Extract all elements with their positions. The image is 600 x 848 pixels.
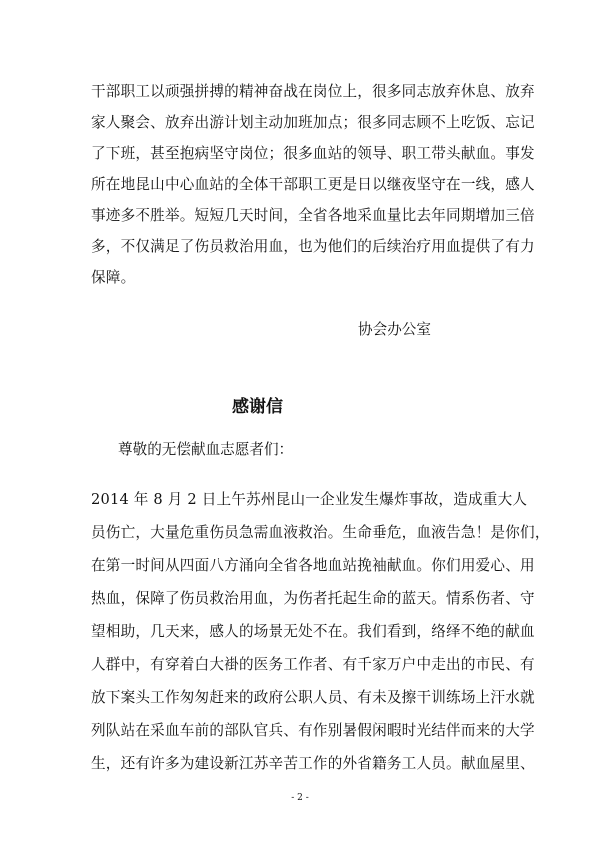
paragraph-line: 多，不仅满足了伤员救治用血，也为他们的后续治疗用血提供了有力 [91, 238, 535, 255]
paragraph-line: 生，还有许多为建设新江苏辛苦工作的外省籍务工人员。献血屋里、 [91, 755, 535, 772]
letter-salutation: 尊敬的无偿献血志愿者们： [118, 441, 294, 458]
paragraph-line: 2014 年 8 月 2 日上午苏州昆山一企业发生爆炸事故，造成重大人 [91, 491, 528, 508]
paragraph-line: 在第一时间从四面八方涌向全省各地血站挽袖献血。你们用爱心、用 [91, 557, 535, 574]
paragraph-line: 员伤亡，大量危重伤员急需血液救治。生命垂危，血液告急！是你们， [91, 524, 550, 541]
page-number: - 2 - [291, 793, 309, 803]
paragraph-line: 所在地昆山中心血站的全体干部职工更是日以继夜坚守在一线，感人 [91, 176, 535, 193]
paragraph-line: 人群中，有穿着白大褂的医务工作者、有千家万户中走出的市民、有 [91, 656, 535, 673]
letter-title: 感谢信 [232, 397, 283, 417]
paragraph-line: 家人聚会、放弃出游计划主动加班加点；很多同志顾不上吃饭、忘记 [91, 114, 535, 131]
paragraph-line: 热血，保障了伤员救治用血，为伤者托起生命的蓝天。情系伤者、守 [91, 590, 535, 607]
paragraph-line: 放下案头工作匆匆赶来的政府公职人员、有未及擦干训练场上汗水就 [91, 689, 535, 706]
signature-office: 协会办公室 [358, 321, 431, 338]
paragraph-line: 望相助，几天来，感人的场景无处不在。我们看到，络绎不绝的献血 [91, 623, 535, 640]
paragraph-line: 干部职工以顽强拼搏的精神奋战在岗位上，很多同志放弃休息、放弃 [91, 83, 535, 100]
paragraph-line: 保障。 [91, 269, 136, 286]
paragraph-line: 了下班，甚至抱病坚守岗位；很多血站的领导、职工带头献血。事发 [91, 145, 535, 162]
paragraph-line: 列队站在采血车前的部队官兵、有作别暑假闲暇时光结伴而来的大学 [91, 722, 535, 739]
paragraph-line: 事迹多不胜举。短短几天时间，全省各地采血量比去年同期增加三倍 [91, 207, 535, 224]
